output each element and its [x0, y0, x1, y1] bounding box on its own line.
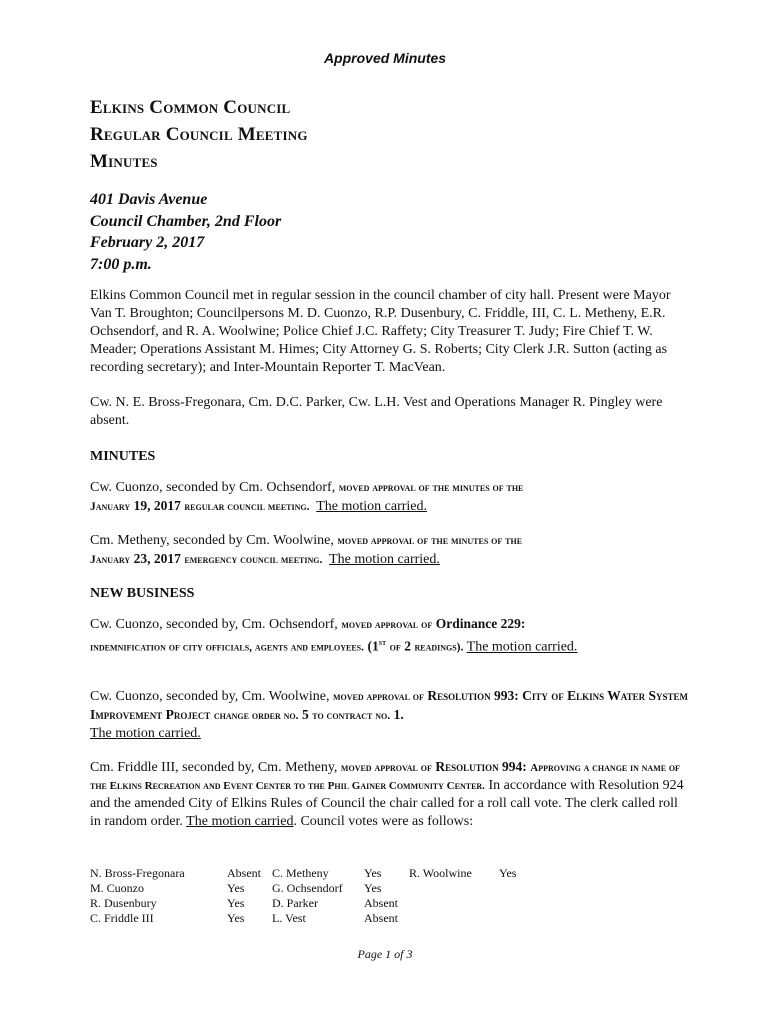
intro-text: Elkins Common Council met in regular session in the council chamber of city hall. Present were Mayor Van T. Broughton; Councilpersons M. D. Cuonzo, R.P. Dusenbury, C. Friddle, III, C. L. Metheny, E.R. Ochsendorf, and R. A. Woolwine; Police Chief J.C. Raffety; City Treasurer T. Judy; Fire Chief T. W. Meader; Operations Assistant M. Himes; City Attorney G. S. Roberts; City Clerk J.R. Sutton (acting as recording secretary); and Inter-Mountain Reporter T. MacVean. — [90, 288, 671, 375]
councilperson-name: R. Woolwine — [409, 866, 472, 880]
councilperson-name: L. Vest — [272, 911, 306, 925]
motion-carried: The motion carried — [186, 814, 294, 829]
motion-lead: Cw. Cuonzo, seconded by Cm. Ochsendorf, — [90, 480, 339, 495]
motion-caps: to contract no. — [312, 710, 391, 722]
vote-value: Yes — [227, 911, 245, 925]
new-business-heading: NEW BUSINESS — [90, 586, 195, 601]
motion-carried: The motion carried. — [316, 499, 428, 514]
meeting-details — [90, 189, 281, 275]
change-order-number: 5 — [302, 707, 309, 722]
minutes-motion-2 — [90, 532, 690, 569]
vote-value: Absent — [227, 866, 261, 880]
ordinance-number: Ordinance 229: — [435, 616, 526, 631]
meeting-room: Council Chamber, 2nd Floor — [90, 212, 282, 230]
document-header: Approved Minutes — [323, 50, 447, 66]
motion-lead: Cm. Friddle III, seconded by, Cm. Metheny, — [90, 760, 341, 775]
absent-text: Cw. N. E. Bross-Fregonara, Cm. D.C. Parker, Cw. L.H. Vest and Operations Manager R. Pingley were absent. — [90, 395, 663, 428]
vote-row — [90, 911, 539, 926]
absent-paragraph — [90, 394, 690, 430]
motion-caps: of — [389, 641, 401, 654]
vote-row — [90, 866, 539, 881]
vote-value — [499, 911, 539, 926]
resolution-title: Resolution 993: City of Elkins Water System Improvement Project — [90, 688, 689, 722]
title-line-2: Regular Council Meeting — [90, 124, 308, 145]
vote-row — [90, 896, 539, 911]
title-line-3: Minutes — [90, 151, 158, 172]
motion-caps: emergency council meeting. — [184, 554, 323, 566]
title-line-1: Elkins Common Council — [90, 97, 291, 118]
vote-value: Yes — [227, 881, 245, 895]
meeting-time: 7:00 p.m. — [90, 255, 152, 273]
roll-call-votes — [90, 866, 539, 926]
councilperson-name: N. Bross-Fregonara — [90, 866, 185, 880]
motion-caps: regular council meeting. — [184, 501, 310, 513]
councilperson-name — [409, 896, 499, 911]
new-business-motion-1 — [90, 615, 690, 657]
motion-lead: Cw. Cuonzo, seconded by, Cm. Ochsendorf, — [90, 617, 342, 632]
motion-caps: January — [90, 554, 131, 566]
motion-number: 23, 2017 — [133, 551, 181, 566]
motion-caps: moved approval of — [341, 619, 433, 631]
reading-count: (1 — [367, 638, 379, 654]
resolution-number: Resolution 994: — [435, 759, 527, 774]
motion-caps: January — [90, 501, 131, 513]
motion-body: In accordance with Resolution 924 and the amended City of Elkins Rules of Council the chair called for a roll call vote. The clerk called roll in random order. — [90, 778, 684, 829]
motion-carried: The motion carried. — [90, 726, 201, 741]
motion-tail: . Council votes were as follows: — [293, 814, 474, 829]
vote-value: Yes — [227, 896, 245, 910]
reading-sup: st — [378, 638, 387, 647]
new-business-motion-2 — [90, 687, 690, 743]
minutes-heading: MINUTES — [90, 449, 156, 464]
motion-caps: moved approval of — [340, 762, 432, 774]
motion-caps: moved approval of the minutes of the — [338, 482, 524, 494]
councilperson-name: D. Parker — [272, 896, 318, 910]
councilperson-name: C. Friddle III — [90, 911, 154, 925]
vote-value: Absent — [364, 896, 398, 910]
councilperson-name — [409, 911, 499, 926]
new-business-motion-3 — [90, 758, 690, 831]
vote-value: Yes — [499, 866, 517, 880]
vote-value: Absent — [364, 911, 398, 925]
vote-row — [90, 881, 539, 896]
motion-caps: indemnification of city officials, agents and employees. — [90, 641, 364, 654]
motion-caps: moved approval of the minutes of the — [337, 535, 523, 547]
motion-lead: Cm. Metheny, seconded by Cm. Woolwine, — [90, 533, 338, 548]
reading-total: 2 — [404, 638, 411, 654]
motion-carried: The motion carried. — [466, 639, 578, 655]
vote-value — [499, 881, 539, 896]
intro-paragraph — [90, 287, 690, 377]
councilperson-name: M. Cuonzo — [90, 881, 144, 895]
councilperson-name: C. Metheny — [272, 866, 329, 880]
minutes-motion-1 — [90, 479, 690, 516]
councilperson-name: G. Ochsendorf — [272, 881, 343, 895]
councilperson-name: R. Dusenbury — [90, 896, 157, 910]
vote-value: Yes — [364, 866, 382, 880]
motion-carried: The motion carried. — [329, 552, 440, 567]
meeting-date: February 2, 2017 — [90, 234, 205, 251]
motion-caps: readings). — [414, 641, 464, 654]
motion-caps: moved approval of — [332, 691, 424, 703]
contract-number: 1. — [393, 707, 404, 722]
page-number: Page 1 of 3 — [357, 947, 413, 961]
councilperson-name — [409, 881, 499, 896]
vote-value: Yes — [364, 881, 382, 895]
motion-number: 19, 2017 — [133, 498, 181, 513]
vote-value — [499, 896, 539, 911]
resolution-title: Approving a change in name of the Elkins Recreation and Event Center to the Phil Gainer Community Center. — [90, 762, 680, 792]
motion-lead: Cw. Cuonzo, seconded by, Cm. Woolwine, — [90, 689, 333, 704]
meeting-street: 401 Davis Avenue — [90, 191, 208, 208]
document-title — [90, 94, 308, 175]
motion-caps: change order no. — [213, 710, 299, 722]
